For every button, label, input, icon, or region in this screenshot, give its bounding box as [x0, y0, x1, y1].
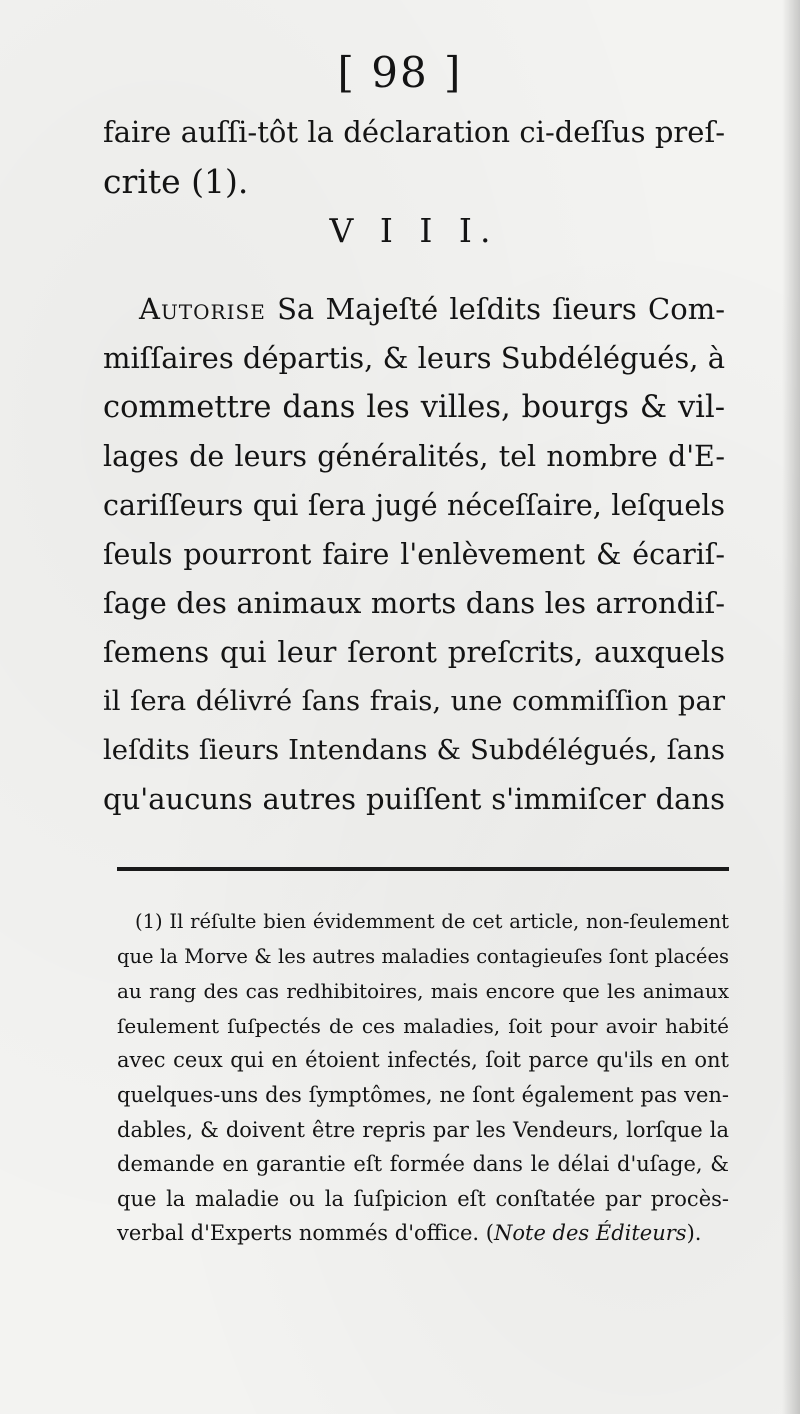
- text-line: ſage des animaux morts dans les arrondiſ-: [103, 586, 725, 620]
- text-line: il ſera délivré ſans frais, une commiſſion par: [103, 685, 725, 717]
- footnote-last-text: verbal d'Experts nommés d'office. (: [117, 1221, 494, 1246]
- footnote-line: demande en garantie eſt formée dans le délai d'uſage, &: [117, 1152, 729, 1177]
- lead-word: Autorise: [139, 292, 266, 326]
- footnote-last-line: [117, 1216, 729, 1251]
- text-line: miſſaires départis, & leurs Subdélégués, à: [103, 341, 726, 375]
- footnote-line: (1) Il réſulte bien évidemment de cet article, non-ſeulement: [135, 910, 729, 933]
- footnote-line: ſeulement ſuſpectés de ces maladies, ſoit pour avoir habité: [117, 1013, 729, 1038]
- text-line: faire auſſi-tôt la déclaration ci-deſſus preſ-: [103, 115, 725, 149]
- footnote-separator: [117, 867, 729, 871]
- text-line: ſeuls pourront faire l'enlèvement & écariſ-: [103, 538, 725, 571]
- footnote-line: quelques-uns des ſymptômes, ne ſont également pas ven-: [117, 1082, 729, 1107]
- footnote-line: dables, & doivent être repris par les Vendeurs, lorſque la: [117, 1117, 729, 1142]
- footnote: [117, 905, 729, 1251]
- editor-note: Note des Éditeurs: [493, 1221, 687, 1246]
- text-line: ſemens qui leur ſeront preſcrits, auxquels: [103, 635, 725, 669]
- footnote-last-end: ).: [686, 1221, 702, 1246]
- main-text: [103, 108, 725, 824]
- page-number: [ 98 ]: [337, 48, 463, 97]
- text-line: cariſſeurs qui ſera jugé néceſſaire, leſquels: [103, 489, 725, 522]
- section-heading: V I I I.: [329, 211, 499, 250]
- page-edge-shadow: [782, 0, 800, 1414]
- footnote-line: avec ceux qui en étoient infectés, ſoit parce qu'ils en ont: [117, 1048, 729, 1073]
- footnote-line: que la maladie ou la ſuſpicion eſt conſtatée par procès-: [117, 1186, 729, 1211]
- paragraph-first-line: [103, 285, 725, 334]
- first-line-rest: Sa Majeſté leſdits ſieurs Com-: [277, 292, 726, 326]
- text-line: commettre dans les villes, bourgs & vil-: [103, 390, 725, 425]
- footnote-line: au rang des cas redhibitoires, mais encore que les animaux: [117, 979, 729, 1004]
- text-line: qu'aucuns autres puiſſent s'immiſcer dans: [103, 782, 725, 816]
- text-line: lages de leurs généralités, tel nombre d'E-: [103, 440, 725, 473]
- text-line: leſdits ſieurs Intendans & Subdélégués, ſans: [103, 734, 725, 766]
- footnote-line: que la Morve & les autres maladies contagieuſes ſont placées: [117, 944, 729, 968]
- text-line: crite (1).: [103, 162, 249, 201]
